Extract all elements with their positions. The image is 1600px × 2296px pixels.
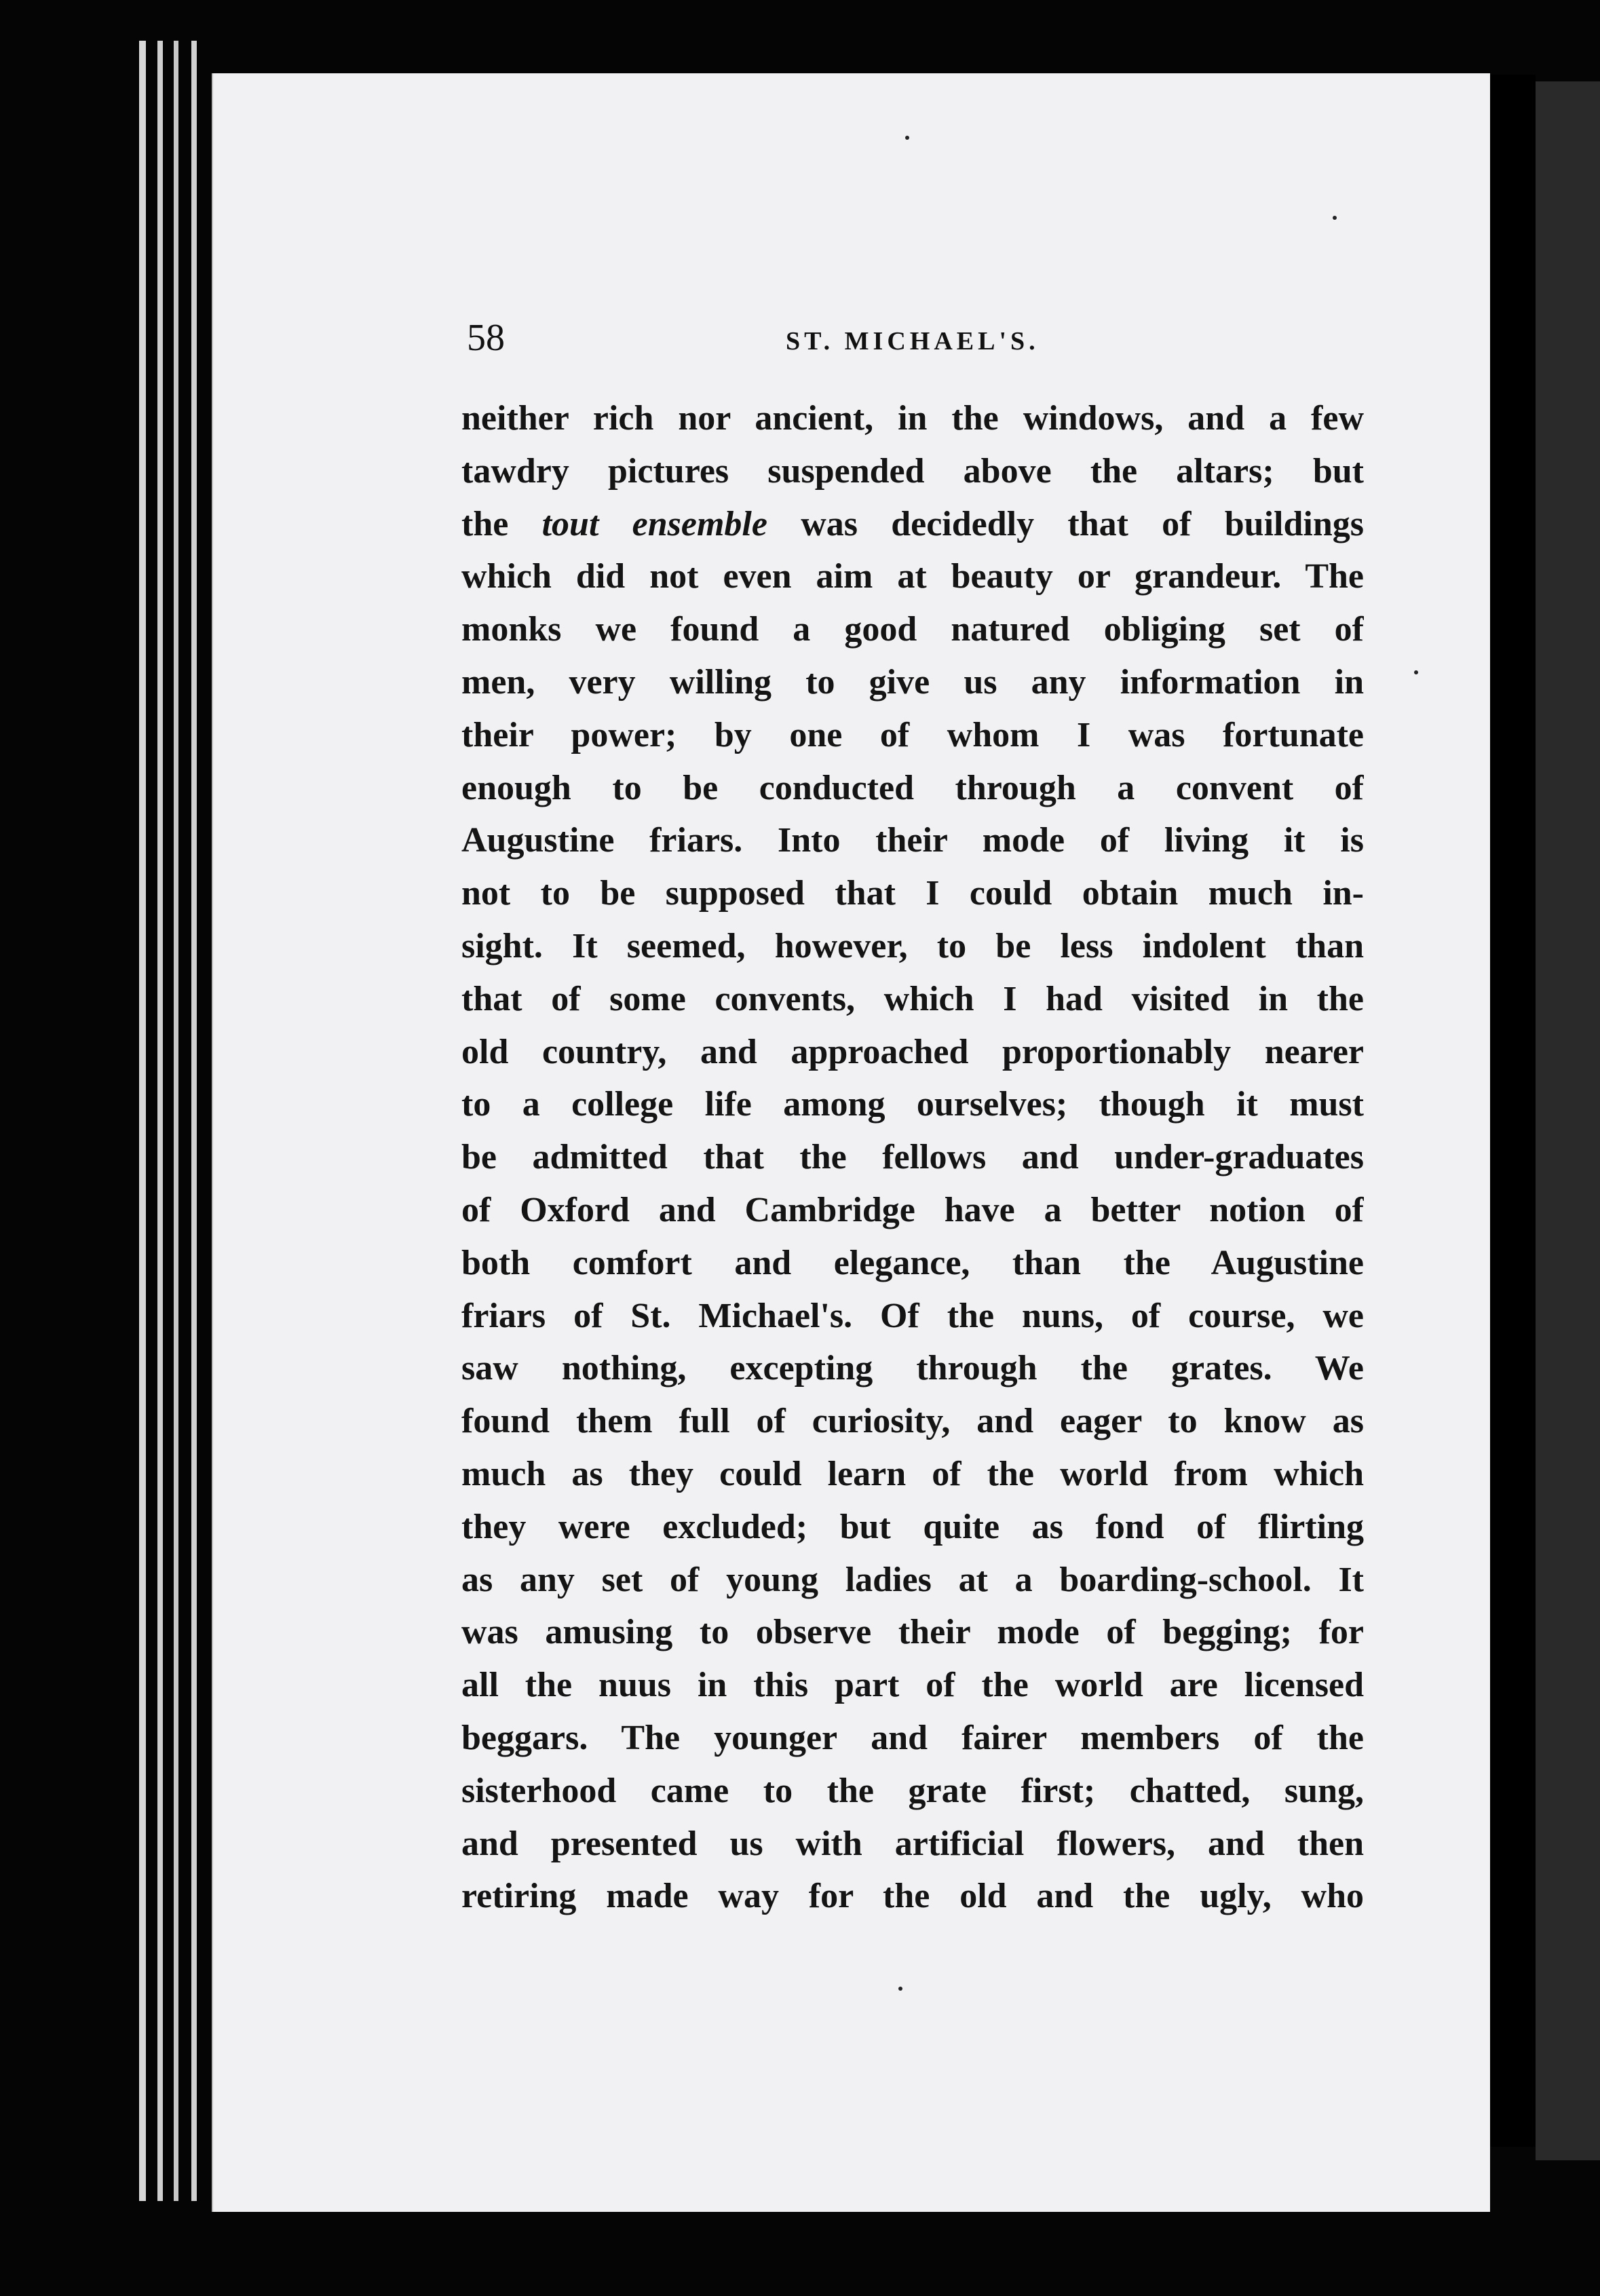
- ink-speck: [898, 1987, 902, 1991]
- text-line: Augustine friars. Into their mode of living it is: [461, 821, 1364, 860]
- book-edge-stripe: [174, 41, 178, 2201]
- text-line: neither rich nor ancient, in the windows, and a few: [461, 399, 1364, 438]
- text-line: much as they could learn of the world from which: [461, 1454, 1364, 1493]
- book-edge-stripe: [191, 41, 197, 2201]
- running-head: ST. MICHAEL'S.: [786, 327, 1040, 356]
- text-line: to a college life among ourselves; though it must: [461, 1085, 1364, 1124]
- text-line: old country, and approached proportionably nearer: [461, 1032, 1364, 1071]
- body-text: [461, 392, 1364, 1923]
- text-line: sight. It seemed, however, to be less indolent than: [461, 926, 1364, 965]
- italic-phrase: tout ensemble: [541, 504, 767, 543]
- text-line: saw nothing, excepting through the grates. We: [461, 1349, 1364, 1388]
- text-line: friars of St. Michael's. Of the nuns, of course, we: [461, 1296, 1364, 1335]
- text-line: [461, 498, 1364, 551]
- text-line: and presented us with artificial flowers, and then: [461, 1824, 1364, 1863]
- text-line: tawdry pictures suspended above the altars; but: [461, 451, 1364, 491]
- text-line: retiring made way for the old and the ugly, who: [461, 1877, 1364, 1916]
- text-line: was amusing to observe their mode of begging; for: [461, 1613, 1364, 1652]
- text-line: be admitted that the fellows and under-graduates: [461, 1138, 1364, 1177]
- book-edge-stripe: [139, 41, 146, 2201]
- page-number: 58: [467, 317, 505, 359]
- text-line: which did not even aim at beauty or grandeur. The: [461, 557, 1364, 596]
- adjacent-page-edge: [1536, 81, 1600, 2160]
- page-header: [256, 311, 1342, 365]
- text-line: their power; by one of whom I was fortunate: [461, 715, 1364, 754]
- text-line: sisterhood came to the grate first; chatted, sung,: [461, 1771, 1364, 1810]
- text-line: monks we found a good natured obliging set of: [461, 610, 1364, 649]
- text-line: beggars. The younger and fairer members of the: [461, 1718, 1364, 1757]
- text-line: found them full of curiosity, and eager to know as: [461, 1402, 1364, 1441]
- ink-speck: [1333, 216, 1337, 220]
- text-line: enough to be conducted through a convent of: [461, 768, 1364, 807]
- text-line: of Oxford and Cambridge have a better notion of: [461, 1190, 1364, 1229]
- text-run: the: [461, 504, 542, 543]
- book-edge-stripe: [157, 41, 163, 2201]
- ink-speck: [905, 136, 909, 140]
- text-line: both comfort and elegance, than the Augustine: [461, 1243, 1364, 1282]
- text-line: men, very willing to give us any information in: [461, 662, 1364, 702]
- text-line: all the nuus in this part of the world are licensed: [461, 1666, 1364, 1705]
- text-line: that of some convents, which I had visited in the: [461, 979, 1364, 1018]
- ink-speck: [1414, 670, 1418, 674]
- text-line: they were excluded; but quite as fond of flirting: [461, 1507, 1364, 1546]
- text-run: was decidedly that of buildings: [767, 504, 1364, 543]
- text-line: not to be supposed that I could obtain much in-: [461, 874, 1364, 913]
- text-line: as any set of young ladies at a boarding-school. It: [461, 1560, 1364, 1599]
